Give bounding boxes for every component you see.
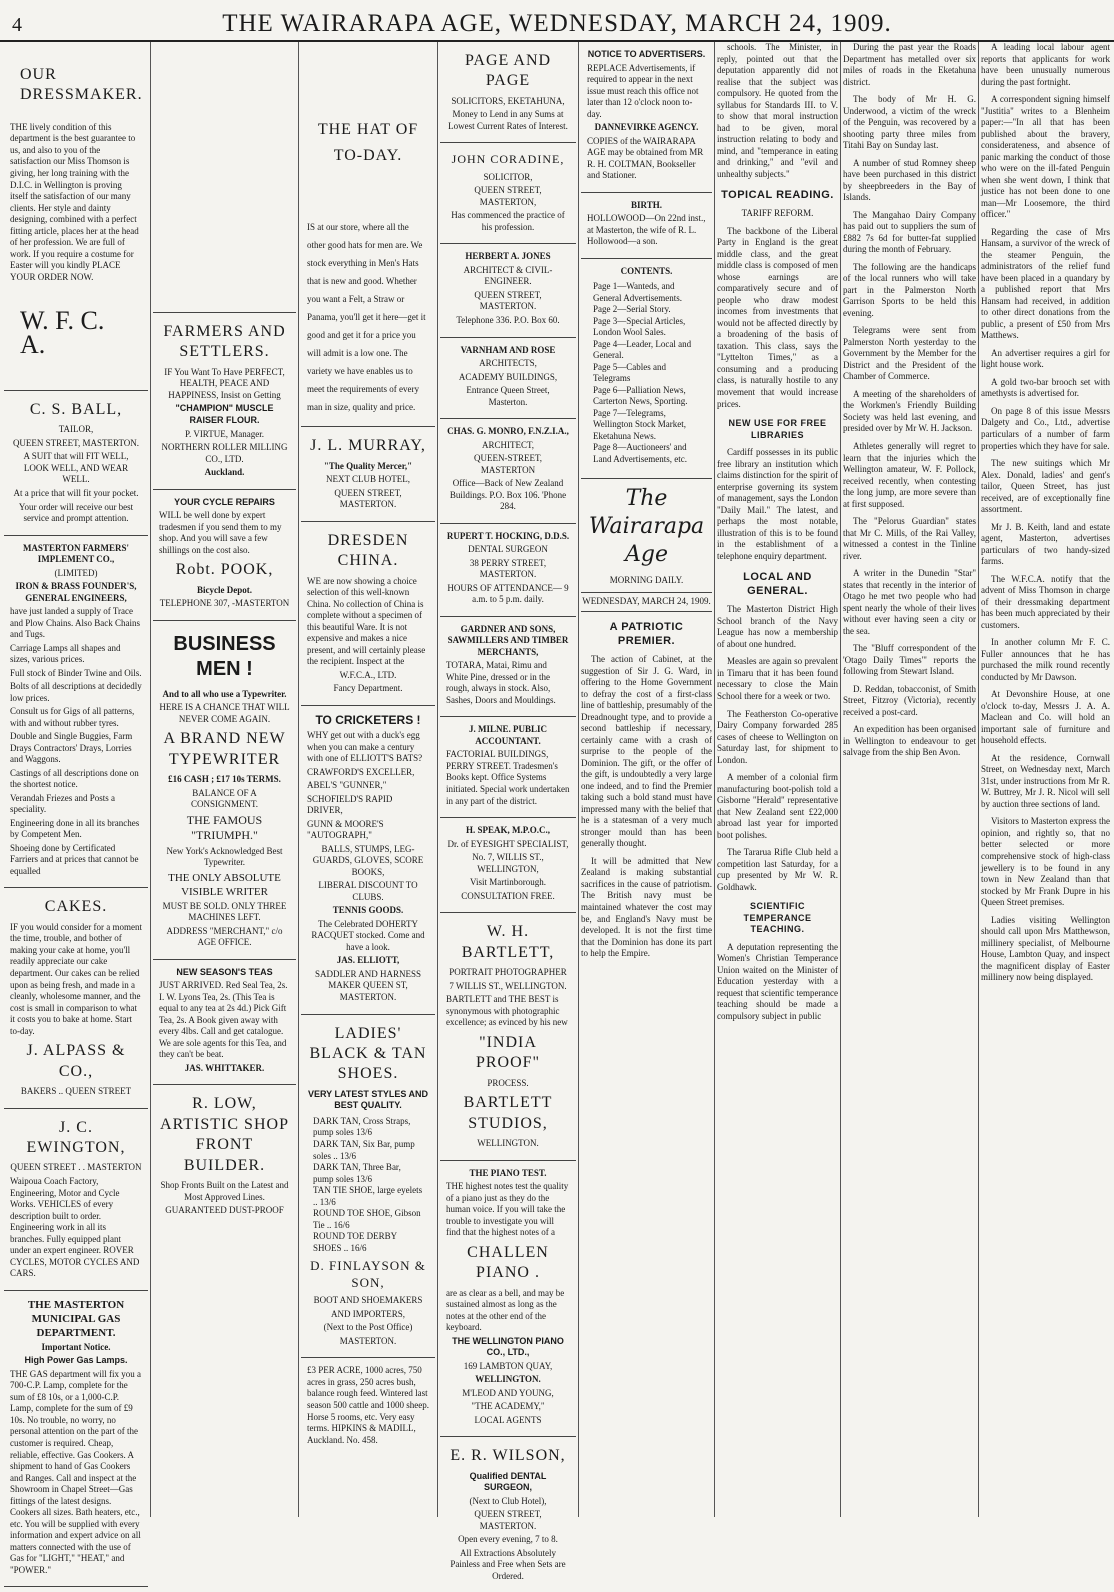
jones-line: ARCHITECT & CIVIL-ENGINEER. <box>463 264 553 287</box>
ewington-ad <box>4 1109 148 1291</box>
india-proof-sub: PROCESS. <box>487 1077 529 1088</box>
cricket-body: WHY get out with a duck's egg when you can make a century with one of ELLIOTT'S BATS? <box>307 730 423 764</box>
mill-line: NORTHERN ROLLER MILLING CO., LTD. <box>161 442 288 464</box>
news-paragraph: The W.F.C.A. notify that the advent of Miss Thomson in charge of their dressmaking department has been much appreciated by their customers. <box>981 573 1110 630</box>
wilson-line: Open every evening, 7 to 8. <box>458 1534 558 1545</box>
news-paragraph: A correspondent signing himself "Justitia" writes to a Blenheim paper:—"In all that has been published about the bravery, considerateness, and absence of panic marking the conduct of those who were on the ill-fated Penguin when she went down, I think that justice has not been done to one man—Mr Loosemore, the third officer." <box>981 94 1110 220</box>
speak-line: Dr. of EYESIGHT SPECIALIST, <box>447 838 569 849</box>
birth-notice <box>581 193 712 259</box>
alpass-name: J. ALPASS & CO., <box>26 1042 126 1080</box>
temperance-paragraph: A deputation representing the Women's Christian Temperance Union waited on the Minister of Education yesterday with a request that scientific temperance teaching should be made a compulsory subject in public <box>717 941 838 1021</box>
farmers-implement-line: (LIMITED) <box>54 567 98 578</box>
contents-item: Page 8—Auctioneers' and Land Advertisements, etc. <box>593 442 687 464</box>
low-foot: GUARANTEED DUST-PROOF <box>165 1205 284 1216</box>
farmers-implement-line: Bolts of all descriptions at decidedly low prices. <box>10 681 142 703</box>
column-8 <box>981 42 1110 1517</box>
whittaker-name: JAS. WHITTAKER. <box>184 1062 265 1073</box>
shoes-item: ROUND TOE SHOE, Gibson Tie .. 16/6 <box>313 1208 421 1230</box>
gas-body: THE GAS department will fix you a 700-C.P. Lamp, complete for the sum of £8 10s, or a 1,000-C.P. Lamp, complete for the sum of £9 10s. No trouble, no worry, no personal attention on the part of the customer is required. Cheap, reliable, effective. Gas Cookers. A shipment to hand of Gas Cookers and Ranges. Call and inspect at the Showroom in Chapel Street—Gas fittings of the latest designs. Cookers all sizes. Bath heaters, etc., etc. You will be supplied with every information and expert advice on all matters connected with the use of Gas for "LIGHT," "HEAT," and "POWER." <box>10 1368 141 1575</box>
varnham-heading: VARNHAM AND ROSE <box>460 344 556 355</box>
wilson-line: All Extractions Absolutely Painless and Free when Sets are Ordered. <box>450 1547 566 1581</box>
farmers-implement-line: have just landed a supply of Trace and Plow Chains. Also Back Chains and Tugs. <box>10 606 140 640</box>
coradine-ad <box>440 143 576 244</box>
champion-flour-name: "CHAMPION" MUSCLE RAISER FLOUR. <box>175 403 274 425</box>
cakes-ad <box>4 888 148 1108</box>
bartlett-sub: PORTRAIT PHOTOGRAPHER <box>449 967 567 978</box>
dresden-china-ad <box>301 522 435 706</box>
ball-ad <box>4 391 148 536</box>
ball-line: At a price that will fit your pocket. <box>13 487 139 498</box>
finlayson-line: BOOT AND SHOEMAKERS <box>313 1295 423 1306</box>
column-rule <box>150 42 151 1517</box>
elliott-name: JAS. ELLIOTT, <box>336 955 400 966</box>
column-rule <box>578 42 579 1517</box>
column-5 <box>581 42 712 1517</box>
schools-paragraph: schools. The Minister, in reply, pointed out that the deputation apparently did not realise that the subject was compulsory. He quoted from the syllabus for Standards III. to V. to show that moral instruction had to be given, moral instruction relating to body and mind, and "temperance in eating and drinking," and "evil and unhealthy subjects." <box>717 42 838 179</box>
topical-sub: TARIFF REFORM. <box>741 208 814 219</box>
cricket-line: SCHOFIELD'S RAPID DRIVER, <box>307 793 393 816</box>
local-paragraph: The Masterton District High School branch of the Navy League has now a membership of about one hundred. <box>717 604 838 649</box>
masthead <box>0 0 1114 42</box>
jones-line: Telephone 336. P.O. Box 60. <box>456 315 560 325</box>
cricket-line: BALLS, STUMPS, LEG-GUARDS, GLOVES, SCORE BOOKS, <box>312 843 424 877</box>
column-7 <box>843 42 976 1517</box>
wilson-line: QUEEN STREET, MASTERTON. <box>474 1509 542 1531</box>
monro-line: QUEEN-STREET, MASTERTON <box>473 453 543 475</box>
typewriter-line: ADDRESS "MERCHANT," c/o AGE OFFICE. <box>166 925 283 948</box>
bartlett-city: WELLINGTON. <box>477 1138 539 1149</box>
murray-line: NEXT CLUB HOTEL, <box>325 474 411 485</box>
pook-telephone: TELEPHONE 307, -MASTERTON <box>159 598 290 609</box>
wfca-sub: Fancy Department. <box>333 683 403 694</box>
low-builder-ad <box>153 1085 296 1226</box>
page-number: 4 <box>12 14 22 36</box>
wellington-piano-line: M'LEOD AND YOUNG, <box>462 1387 554 1398</box>
news-paragraph: On page 8 of this issue Messrs Dalgety and Co., Ltd., advertise particulars of a number of farm properties which they have for sale. <box>981 405 1110 451</box>
gas-notice: Important Notice. <box>41 1341 111 1352</box>
india-proof: "INDIA PROOF" <box>475 1033 541 1072</box>
local-paragraph: The Tararua Rifle Club held a competition last Saturday, for a cup presented by Mr W. R. Goldhawk. <box>717 847 838 892</box>
china-heading: DRESDEN CHINA. <box>327 531 409 570</box>
ewington-body: Waipoua Coach Factory, Engineering, Motor and Cycle Works. VEHICLES of every description built to order. Engineering work in all its branches. Fully equipped plant under an expert engineer. ROVER CYCLES, MOTOR CYCLES AND CARS. <box>10 1175 140 1279</box>
column-4 <box>440 42 576 1581</box>
elliott-sub: SADDLER AND HARNESS MAKER QUEEN ST, MASTERTON. <box>314 968 421 1002</box>
news-paragraph: The following are the handicaps of the local runners who will take part in the Palmerston North Garrison Sports to be held this evening. <box>843 261 976 318</box>
topical-paragraph: The backbone of the Liberal Party in England is the great middle class, and the great middle class is composed of men whose earnings are comparatively secure and of people who draw modest incomes from investments that would not be affected directly by a broadening of the basis of taxation. This class, says the "Lyttelton Times," as a consuming and a producing class, is naturally hostile to any movement that would increase prices. <box>717 225 838 409</box>
bartlett-heading: W. H. BARTLETT, <box>461 923 555 961</box>
shoes-heading: LADIES' BLACK & TAN SHOES. <box>309 1024 427 1083</box>
murray-name: J. L. MURRAY, <box>310 437 426 455</box>
gardner-body: TOTARA, Matai, Rimu and White Pine, dressed or in the rough, always in stock. Also, Sashes, Doors and Mouldings. <box>446 660 556 705</box>
news-paragraph: Mr J. B. Keith, land and estate agent, Masterton, advertises particulars of two handy-sized farms. <box>981 521 1110 567</box>
shoes-ad <box>301 1015 435 1359</box>
typewriter-heading: A BRAND NEW TYPEWRITER <box>163 730 286 768</box>
monro-ad <box>440 419 576 524</box>
milne-body: FACTORIAL BUILDINGS, PERRY STREET. Tradesmen's Books kept. Office Systems initiated. Special work undertaken in any part of the district. <box>446 749 570 806</box>
wellington-piano-line: "THE ACADEMY," <box>471 1401 545 1412</box>
bartlett-studios: BARTLETT STUDIOS, <box>463 1094 553 1132</box>
mill-line: P. VIRTUE, Manager. <box>184 428 265 439</box>
contents-box <box>581 259 712 479</box>
ball-line: QUEEN STREET, MASTERTON. <box>12 437 140 448</box>
column-6 <box>717 42 838 1517</box>
cricket-line: GUNN & MOORE'S "AUTOGRAPH," <box>307 818 384 841</box>
cricket-line: ABEL'S "GUNNER," <box>307 780 387 791</box>
cakes-heading: CAKES. <box>44 898 108 916</box>
monro-line: ARCHITECT, <box>481 439 535 450</box>
page-and-page-ad <box>440 42 576 143</box>
farmers-implement-line: Verandah Friezes and Posts a speciality. <box>10 792 115 815</box>
news-paragraph: A leading local labour agent reports that applicants for work have been unusually numerous during the past fortnight. <box>981 42 1110 87</box>
teas-ad <box>153 960 296 1086</box>
shoes-item: DARK TAN, Cross Straps, pump soles 13/6 <box>313 1115 411 1138</box>
leader-paragraph: It will be admitted that New Zealand is making substantial sacrifices in the cause of patriotism. The British navy must be maintained whatever the cost may be, and England's Navy must be developed. It is not the first time that the Dominion has done its part to help the Empire. <box>581 855 712 959</box>
news-paragraph: D. Reddan, tobacconist, of Smith Street, Fitzroy (Victoria), recently received a post-card. <box>843 683 976 717</box>
wilson-line: (Next to Club Hotel), <box>469 1495 547 1506</box>
farmers-implement-ad <box>4 536 148 889</box>
news-paragraph: The new suitings which Mr Alex. Donald, ladies' and gent's tailor, Queen Street, has just received, are of exceptionally fine assortment. <box>981 458 1110 515</box>
farmers-implement-line: IRON & BRASS FOUNDER'S, GENERAL ENGINEERS, <box>15 581 137 603</box>
mill-line: Auckland. <box>204 467 245 478</box>
wfca-name: W.F.C.A., LTD. <box>339 669 397 680</box>
china-body: WE are now showing a choice selection of this well-known China. No collection of China is complete without a specimen of this beautiful Ware. It is not expensive and makes a nice present, and will certainly please the recipient. Inspect at the <box>307 575 426 667</box>
farmers-implement-heading: MASTERTON FARMERS' IMPLEMENT CO., <box>22 542 130 565</box>
contents-item: Page 2—Serial Story. <box>593 304 671 315</box>
wfc-monogram: W. F. C. A. <box>20 306 105 359</box>
news-column-7 <box>843 42 976 759</box>
gas-department-ad <box>4 1291 148 1588</box>
hat-body: IS at our store, where all the other good hats for men are. We stock everything in Men's Hats that is new and good. Whether you want a Felt, a Straw or Panama, you'll get it here—get it good and get it for a price you will admit is a low one. The variety we have enables us to meet the requirements of every man in size, quality and price. <box>307 222 426 413</box>
news-paragraph: The Mangahao Dairy Company has paid out to suppliers the sum of £882 7s 6d for butter-fat supplied during the month of February. <box>843 209 976 255</box>
farmers-implement-line: Carriage Lamps all shapes and sizes, various prices. <box>10 642 121 665</box>
cricket-line: CRAWFORD'S EXCELLER, <box>307 766 415 777</box>
finlayson-line: AND IMPORTERS, <box>331 1308 405 1319</box>
paper-logo: The Wairarapa Age <box>588 485 705 567</box>
notice-advertisers <box>581 42 712 193</box>
agency-body: COPIES of the WAIRARAPA AGE may be obtained from MR R. H. COLTMAN, Bookseller and Stationer. <box>587 135 704 181</box>
local-paragraph: Measles are again so prevalent in Timaru that it has been found necessary to close the Main School there for a week or two. <box>717 656 838 701</box>
column-1 <box>4 42 148 1575</box>
speak-line: CONSULTATION FREE. <box>461 890 555 901</box>
coradine-line: SOLICITOR, <box>483 171 533 182</box>
leader-heading: A PATRIOTIC PREMIER. <box>609 621 684 648</box>
farmers-implement-line: Consult us for Gigs of all patterns, with and without rubber tyres. <box>10 706 135 728</box>
contents-heading: CONTENTS. <box>620 265 673 276</box>
finlayson-line: (Next to the Post Office) <box>323 1322 413 1333</box>
wilson-sub: Qualified DENTAL SURGEON, <box>469 1470 547 1493</box>
topical-heading: TOPICAL READING. <box>721 189 834 202</box>
news-paragraph: A meeting of the shareholders of the Workmen's Friendly Building Society was held last evening, and presided over by Mr W. H. Jackson. <box>843 388 976 434</box>
wilson-name: E. R. WILSON, <box>450 1447 566 1465</box>
ewington-sub: QUEEN STREET . . MASTERTON <box>10 1162 142 1173</box>
finlayson-name: D. FINLAYSON & SON, <box>310 1258 426 1290</box>
low-name: R. LOW, ARTISTIC SHOP FRONT BUILDER. <box>160 1095 289 1174</box>
notice-heading: NOTICE TO ADVERTISERS. <box>587 49 706 59</box>
contents-item: Page 6—Palliation News, Carterton News, Sporting. <box>593 384 688 407</box>
piano-heading: THE PIANO TEST. <box>469 1167 547 1178</box>
wellington-piano-line: LOCAL AGENTS <box>474 1414 542 1425</box>
typewriter-ad <box>153 621 296 960</box>
bartlett-ad <box>440 913 576 1160</box>
news-paragraph: At the residence, Cornwall Street, on Wednesday next, March 31st, under instructions from Mr R. W. Buttrey, Mr J. R. Nicol will sell by auction three sections of land. <box>981 752 1110 809</box>
column-rule <box>437 42 438 1517</box>
gardner-heading: GARDNER AND SONS, SAWMILLERS AND TIMBER MERCHANTS, <box>447 623 569 657</box>
local-paragraph: The Featherston Co-operative Dairy Company forwarded 285 cases of cheese to Wellington on Saturday last, for shipment to London. <box>717 708 838 765</box>
news-paragraph: Visitors to Masterton express the opinion, and rightly so, that no better selected or more comprehensive stock of high-class jewellery is to be found in any town in New Zealand than that stocked by Mr Frank Dupre in his Queen Street premises. <box>981 816 1110 908</box>
leader-article <box>581 620 712 960</box>
hat-ad <box>301 42 435 427</box>
shoes-list <box>307 1116 429 1254</box>
jones-line: QUEEN STREET, MASTERTON. <box>474 289 542 312</box>
pook-cycle-ad <box>153 490 296 621</box>
temperance-heading: SCIENTIFIC TEMPERANCE TEACHING. <box>743 901 812 935</box>
typewriter-line: BALANCE OF A CONSIGNMENT. <box>190 787 259 810</box>
varnham-rose-ad <box>440 338 576 420</box>
news-paragraph: An expedition has been organised in Wellington to endeavour to get salvage from the ship Ben Avon. <box>843 724 976 758</box>
leader-paragraph: The action of Cabinet, at the suggestion of Sir J. G. Ward, in offering to the Home Government to defray the cost of a first-class line of battleship, presumably of the Dreadnought type, and to provide a second battleship if necessary, certainly came with a crash of surprise to the people of the Dominion. The gift, or the offer of the gift, is undoubtedly a very large one indeed, and to find the Premier taking such a bold stand must have impressed many with the belief that he is a statesman of a very much stronger mould than has been generally thought. <box>581 654 712 849</box>
agency-heading: DANNEVIRKE AGENCY. <box>594 122 699 133</box>
speak-line: Visit Martinborough. <box>470 877 546 888</box>
birth-heading: BIRTH. <box>631 199 662 210</box>
business-body: HERE IS A CHANCE THAT WILL NEVER COME AGAIN. <box>159 702 290 724</box>
shoes-item: TAN TIE SHOE, large eyelets .. 13/6 <box>313 1185 423 1207</box>
gas-heading: THE MASTERTON MUNICIPAL GAS DEPARTMENT. <box>27 1298 125 1339</box>
alpass-sub: BAKERS .. QUEEN STREET <box>20 1086 132 1097</box>
challen-piano: CHALLEN PIANO . <box>467 1243 549 1282</box>
cycle-heading: YOUR CYCLE REPAIRS <box>174 496 275 507</box>
local-general-heading: LOCAL AND GENERAL. <box>743 571 812 598</box>
jones-heading: HERBERT A. JONES <box>465 251 551 262</box>
news-paragraph: Telegrams were sent from Palmerston North yesterday to the Government by the Member for the District and the President of the Chamber of Commerce. <box>843 325 976 382</box>
contents-item: Page 5—Cables and Telegrams <box>593 361 666 384</box>
contents-item: Page 7—Telegrams, Wellington Stock Market, Eketahuna News. <box>593 407 687 441</box>
news-paragraph: The body of Mr H. G. Underwood, a victim of the wreck of the Penguin, was recovered by a shooting party three miles from Titahi Bay on Sunday last. <box>843 94 976 151</box>
farmers-implement-line: Double and Single Buggies, Farm Drays Contractors' Drays, Lorries and Waggons. <box>10 731 133 765</box>
cricket-line: LIBERAL DISCOUNT TO CLUBS. <box>318 880 418 902</box>
jones-ad <box>440 244 576 337</box>
milne-heading: J. MILNE. PUBLIC ACCOUNTANT. <box>468 724 547 746</box>
finlayson-line: MASTERTON. <box>339 1335 397 1346</box>
farmers-implement-line: Shoeing done by Certificated Farriers and at prices that cannot be equalled <box>10 842 139 876</box>
column-2 <box>153 42 296 1517</box>
business-men-heading: BUSINESS MEN ! <box>173 632 276 681</box>
murray-ad <box>301 427 435 522</box>
column-3 <box>301 42 435 1517</box>
news-paragraph: Ladies visiting Wellington should call upon Mrs Matthewson, millinery specialist, of Melbourne House, Lambton Quay, and inspect the magnificent display of Easter millinery now being displayed. <box>981 914 1110 983</box>
murray-line: QUEEN STREET, MASTERTON. <box>334 487 402 510</box>
varnham-line: ACADEMY BUILDINGS, <box>458 371 558 382</box>
hat-heading: THE HAT OF TO-DAY. <box>317 121 419 164</box>
farmers-settlers-heading: FARMERS AND SETTLERS. <box>163 323 286 361</box>
typewriter-line: MUST BE SOLD. ONLY THREE MACHINES LEFT. <box>162 900 287 923</box>
column-rule <box>978 42 979 1517</box>
speak-line: No. 7, WILLIS ST., WELLINGTON, <box>472 852 544 874</box>
news-paragraph: A number of stud Romney sheep have been purchased in this district by sheepbreeders in the Bay of Islands. <box>843 157 976 203</box>
page-and-page-line: SOLICITORS, EKETAHUNA, <box>451 95 565 106</box>
low-body: Shop Fronts Built on the Latest and Most Approved Lines. <box>160 1180 289 1202</box>
wellington-piano-line: 169 LAMBTON QUAY, <box>463 1360 553 1371</box>
wilson-ad <box>440 1437 576 1592</box>
pook-sub: Bicycle Depot. <box>197 584 252 595</box>
hocking-heading: RUPERT T. HOCKING, D.D.S. <box>446 530 570 541</box>
news-paragraph: The "Pelorus Guardian" states that Mr C. Mills, of the Rai Valley, witnessed a contest in the Tinline river. <box>843 516 976 561</box>
cricket-heading: TO CRICKETERS ! <box>315 712 421 727</box>
piano-body-2: are as clear as a bell, and may be sustained almost as long as the notes at the other end of the keyboard. <box>446 1287 565 1333</box>
gas-sub: High Power Gas Lamps. <box>24 1355 128 1366</box>
acreage-ad <box>301 1358 435 1456</box>
piano-body: THE highest notes test the quality of a piano just as they do the human voice. If you will take the trouble to investigate you will find that the highest notes of a <box>446 1181 569 1238</box>
news-paragraph: At Devonshire House, at one o'clock to-day, Messrs J. A. A. Maclean and Co. will hold an important sale of furniture and household effects. <box>981 689 1110 746</box>
shoes-item: DARK TAN, Six Bar, pump soles .. 13/6 <box>313 1138 415 1161</box>
monro-line: Office—Back of New Zealand Buildings. P.O. Box 106. 'Phone 284. <box>449 478 567 512</box>
bartlett-address: 7 WILLIS ST., WELLINGTON. <box>449 980 567 991</box>
ball-name: C. S. BALL, <box>29 400 123 418</box>
gardner-ad <box>440 617 576 718</box>
teas-body: JUST ARRIVED. Red Seal Tea, 2s. I. W. Lyons Tea, 2s. (This Tea is equal to any tea at 2s 4d.) Pick Gift Tea, 2s. A Book given away with every 4lbs. Call and get catalogue. We are sole agents for this Tea, and they can't be beat. <box>159 980 288 1060</box>
speak-heading: H. SPEAK, M.P.O.C., <box>466 825 550 836</box>
column-rule <box>840 42 841 1517</box>
varnham-line: Entrance Queen Street, Masterton. <box>466 385 550 407</box>
news-paragraph: The "Bluff correspondent of the 'Otago Daily Times'" reports the following from Stewart Island. <box>843 643 976 677</box>
newspaper-title: THE WAIRARAPA AGE, WEDNESDAY, MARCH 24, 1909. <box>222 10 892 37</box>
typewriter-price: £16 CASH ; £17 10s TERMS. <box>168 774 281 785</box>
farmers-settlers-body: IF You Want To Have PERFECT, HEALTH, PEACE AND HAPPINESS, Insist on Getting <box>164 366 285 400</box>
page-and-page-heading: PAGE AND PAGE <box>464 52 552 90</box>
bartlett-body: BARTLETT and THE BEST is synonymous with photographic excellence; as evinced by his new <box>446 994 568 1028</box>
shoes-item: DARK TAN, Three Bar, pump soles 13/6 <box>313 1162 401 1184</box>
business-sub: And to all who use a Typewriter. <box>162 688 287 699</box>
coradine-line: Has commenced the practice of his profession. <box>451 210 565 232</box>
wellington-piano-line: WELLINGTON. <box>475 1374 541 1385</box>
dressmaker-heading: OUR DRESSMAKER. <box>20 66 143 104</box>
news-paragraph: A writer in the Dunedin "Star" states that recently in the interior of Otago he met two people who had spent nearly the whole of their lives without ever having seen a city or the sea. <box>843 568 976 636</box>
wellington-piano-name: THE WELLINGTON PIANO CO., LTD., <box>452 1335 564 1358</box>
milne-ad <box>440 717 576 818</box>
acre-text: £3 PER ACRE, 1000 acres, 750 acres in grass, 250 acres bush, balance rough feed. Wintered last season 500 cattle and 1000 sheep. Horse 5 rooms, etc. Very easy terms. HIPKINS & MADILL, Auckland. No. 458. <box>307 1365 429 1445</box>
monro-heading: CHAS. G. MONRO, F.N.Z.I.A., <box>447 426 569 437</box>
coradine-line: QUEEN STREET, MASTERTON, <box>474 185 542 207</box>
pook-name: Robt. POOK, <box>175 561 274 579</box>
hocking-line: 38 PERRY STREET, MASTERTON. <box>469 557 547 580</box>
blank-space <box>153 42 296 313</box>
cycle-body: WILL be well done by expert tradesmen if you send them to my shop. And you will save a few shillings on the cost also. <box>159 510 282 555</box>
column-rule <box>714 42 715 1517</box>
birth-body: HOLLOWOOD—On 22nd inst., at Masterton, the wife of R. L. Hollowood—a son. <box>587 213 706 247</box>
contents-list <box>587 281 706 465</box>
libraries-heading: NEW USE FOR FREE LIBRARIES <box>728 418 827 440</box>
coradine-heading: JOHN CORADINE, <box>451 152 565 167</box>
farmers-implement-line: Full stock of Binder Twine and Oils. <box>10 667 142 678</box>
farmers-implement-line: Castings of all descriptions done on the shortest notice. <box>10 767 139 790</box>
column-rule <box>298 42 299 1517</box>
hocking-line: DENTAL SURGEON <box>468 544 548 555</box>
news-paragraph: An advertiser requires a girl for light house work. <box>981 347 1110 370</box>
page-and-page-line: Money to Lend in any Sums at Lowest Current Rates of Interest. <box>448 109 568 131</box>
dressmaker-body: THE lively condition of this department is the best guarantee to us, and also to you of the satisfaction our Miss Thomson is giving, her long training with the D.I.C. in Wellington is proving itself the satisfaction of our many clients. Her style and dainty designing, combined with a perfect fitting article, places her at the head of her profession. We are full of work. If you require a costume for Easter will you kindly PLACE YOUR ORDER NOW. <box>10 121 139 282</box>
farmers-implement-line: Engineering done in all its branches by Competent Men. <box>10 817 140 840</box>
champion-flour-ad <box>153 313 296 490</box>
contents-item: Page 3—Special Articles, London Wool Sales. <box>593 315 686 338</box>
dressmaker-ad <box>4 42 148 391</box>
teas-heading: NEW SEASON'S TEAS <box>176 966 273 977</box>
dateline: WEDNESDAY, MARCH 24, 1909. <box>581 592 712 612</box>
ball-line: A SUIT that will FIT WELL, LOOK WELL, AND WEAR WELL. <box>23 451 129 485</box>
paper-logo-sub: MORNING DAILY. <box>609 574 684 585</box>
news-column-6 <box>717 42 838 1022</box>
notice-body: REPLACE Advertisements, if required to appear in the next issue must reach this office not later than 12 o'clock noon to-day. <box>587 62 699 119</box>
contents-item: Page 1—Wanteds, and General Advertisements. <box>593 281 682 303</box>
ball-line: TAILOR, <box>58 424 94 435</box>
tennis-heading: TENNIS GOODS. <box>332 905 404 916</box>
piano-ad <box>440 1161 576 1438</box>
cakes-body: IF you would consider for a moment the time, trouble, and bother of making your cake at home, you'll readily appreciate our cake department. Our cakes can be relied upon as being fresh, and made in a cleanly, wholesome manner, and the cost is small in comparison to what it costs you to bake at home. Start to-day. <box>10 921 142 1036</box>
news-column-8 <box>981 42 1110 984</box>
typewriter-line: THE ONLY ABSOLUTE VISIBLE WRITER <box>168 871 281 898</box>
news-paragraph: During the past year the Roads Department has metalled over six miles of roads in the Eketahuna district. <box>843 42 976 87</box>
ewington-name: J. C. EWINGTON, <box>26 1118 126 1156</box>
news-paragraph: Regarding the case of Mrs Hansam, a survivor of the wreck of the steamer Penguin, the administrators of the relief fund have been placed in a quandary by a published report that Mrs Hansam had received, in addition to other direct donations from the public, a present of £50 from Mrs Matthews. <box>981 226 1110 341</box>
varnham-line: ARCHITECTS, <box>479 358 537 369</box>
cricketers-ad <box>301 706 435 1015</box>
ball-line: Your order will receive our best service and prompt attention. <box>18 501 134 524</box>
typewriter-line: New York's Acknowledged Best Typewriter. <box>166 845 283 868</box>
speak-ad <box>440 818 576 913</box>
news-paragraph: In another column Mr F. C. Fuller announces that he has purchased the milk round recently conducted by Mr Dawson. <box>981 637 1110 682</box>
news-paragraph: Athletes generally will regret to learn that the injuries which the Wellington amateur, W. F. Pollock, received recently, when contesting the long jump, are more severe than at first supposed. <box>843 440 976 509</box>
murray-sub: "The Quality Mercer," <box>323 460 413 471</box>
libraries-paragraph: Cardiff possesses in its public free library an institution which claims distinction for the spirit of enterprise governing its system of management, says the London "Daily Mail." The latest, and perhaps the most notable, illustration of this is to be found in the establishment of a telephone enquiry department. <box>717 447 838 561</box>
news-paragraph: A gold two-bar brooch set with amethysts is advertised for. <box>981 376 1110 399</box>
contents-item: Page 4—Leader, Local and General. <box>593 338 692 361</box>
hocking-ad <box>440 524 576 617</box>
local-paragraph: A member of a colonial firm manufacturing boot-polish told a Gisborne "Herald" representative that New Zealand sent £22,000 abroad last year for imported boot polishes. <box>717 772 838 840</box>
tennis-body: The Celebrated DOHERTY RACQUET stocked. Come and have a look. <box>311 918 425 952</box>
shoes-sub: VERY LATEST STYLES AND BEST QUALITY. <box>307 1088 428 1111</box>
typewriter-line: THE FAMOUS "TRIUMPH." <box>186 812 263 843</box>
hocking-line: HOURS OF ATTENDANCE— 9 a.m. to 5 p.m. daily. <box>447 582 569 605</box>
shoes-item: ROUND TOE DERBY SHOES .. 16/6 <box>313 1231 397 1253</box>
